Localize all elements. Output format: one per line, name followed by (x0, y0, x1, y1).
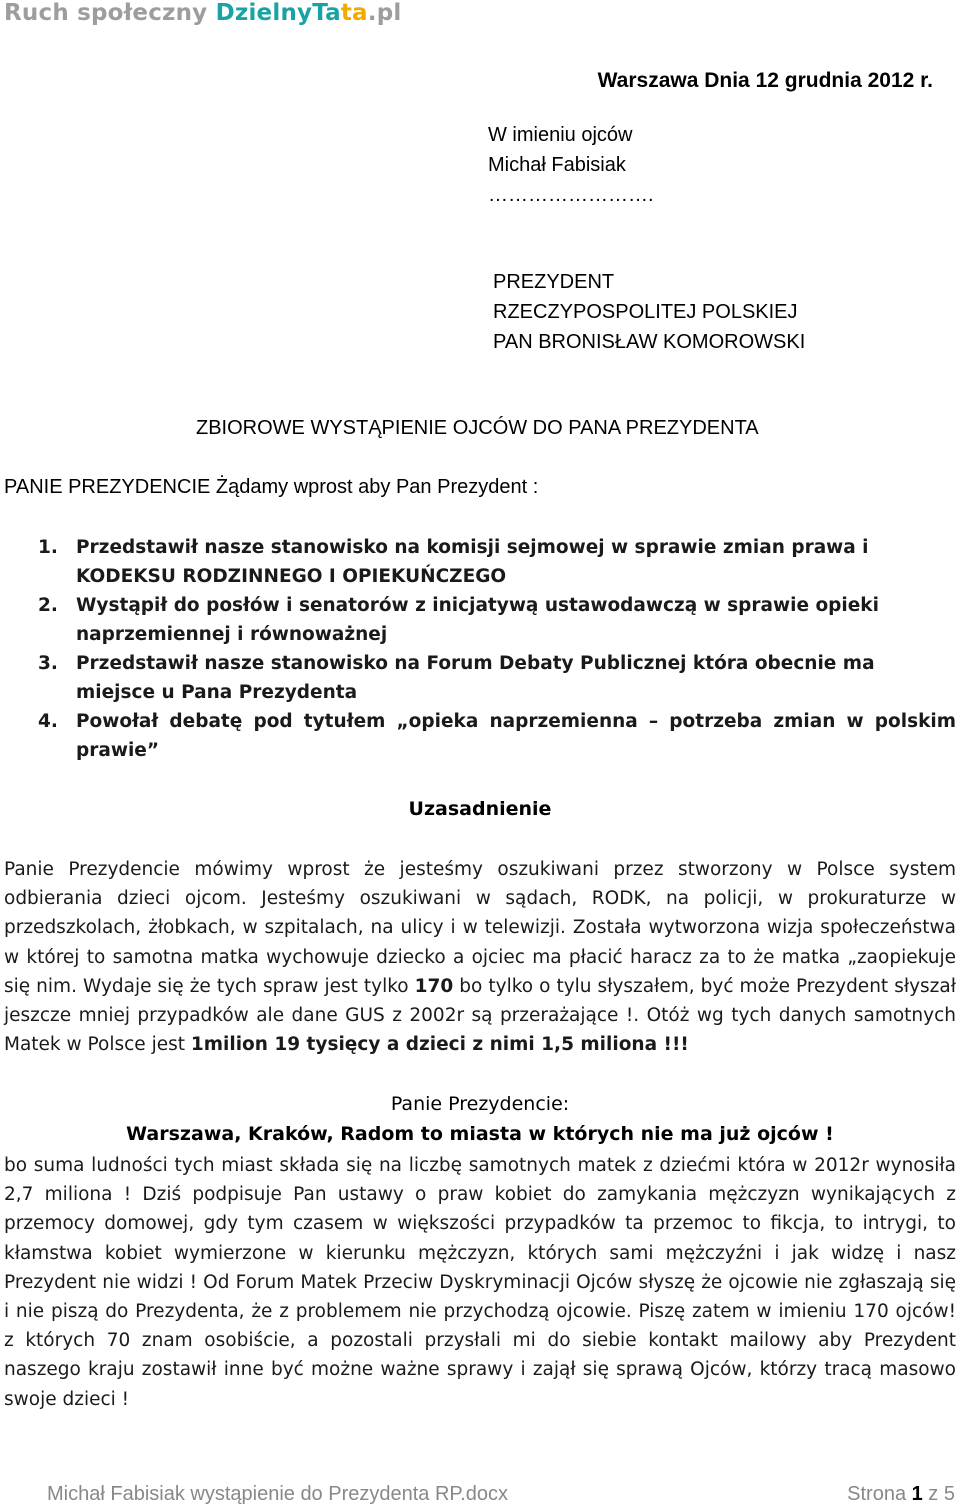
brand-text-domain: .pl (367, 0, 402, 26)
addressee-line-3: PAN BRONISŁAW KOMOROWSKI (493, 331, 806, 353)
justification-heading: Uzasadnienie (408, 798, 552, 820)
emphasis-count: 170 (414, 975, 454, 997)
demand-item (4, 707, 956, 765)
paragraph-text: bo tylko o tylu słyszałem, być może Prezydent słyszał jeszcze mniej przypadków ale dane GUS z 2002r są przerażające !. Otóż wg tych danych samotnych Matek w Polsce jest (4, 975, 956, 1056)
demand-number: 1. (38, 537, 58, 558)
demand-number: 4. (38, 711, 58, 732)
addressee-line-2: RZECZYPOSPOLITEJ POLSKIEJ (493, 301, 798, 323)
second-address: Panie Prezydencie: (390, 1093, 570, 1115)
demand-text: Powołał debatę pod tytułem „opieka naprzemienna – potrzeba zmian w polskim prawie” (76, 711, 956, 761)
brand-text-prefix: Ruch społeczny (4, 0, 216, 26)
demand-item (4, 649, 956, 707)
brand-text-name: DzielnyTa (215, 0, 341, 26)
demand-number: 3. (38, 653, 58, 674)
letter-intro: PANIE PREZYDENCIE Żądamy wprost aby Pan Prezydent : (4, 476, 539, 498)
page-separator: z (922, 1483, 944, 1505)
cities-statement: Warszawa, Kraków, Radom to miasta w których nie ma już ojców ! (126, 1123, 834, 1145)
demands-list (4, 533, 956, 765)
sender-block (488, 120, 654, 210)
sender-name: Michał Fabisiak (488, 154, 626, 176)
demand-item (4, 591, 956, 649)
demand-text: Przedstawił nasze stanowisko na Forum Debaty Publicznej która obecnie ma miejsce u Pana Prezydenta (76, 653, 875, 703)
letter-title: ZBIOROWE WYSTĄPIENIE OJCÓW DO PANA PREZYDENTA (196, 417, 759, 439)
demand-number: 2. (38, 595, 58, 616)
justification-paragraph (4, 855, 956, 1059)
page-current: 1 (911, 1483, 923, 1505)
demand-item (4, 533, 956, 591)
footer-page-number (847, 1483, 955, 1506)
site-brand-watermark (4, 0, 401, 26)
addressee-line-1: PREZYDENT (493, 271, 615, 293)
page-label: Strona (847, 1483, 912, 1505)
emphasis-exclamation: !!! (657, 1034, 689, 1056)
signature-dots: ……………………. (488, 184, 654, 206)
page-total: 5 (943, 1483, 955, 1505)
closing-paragraph: bo suma ludności tych miast składa się na liczbę samotnych matek z dziećmi która w 2012r wynosiła 2,7 miliona ! Dziś podpisuje Pan ustawy o praw kobiet do zamykania mężczyzn wynikających z przemocy domowej, gdy tym czasem w większości przypadków ta przemoc to fikcja, to intrygi, to kłamstwa kobiet wymierzone w kierunku mężczyzn, których sami mężczyźni i jak widzę i nasz Prezydent nie widzi ! Od Forum Matek Przeciw Dyskryminacji Ojców słyszę że ojcowie nie zgłaszają się i nie piszą do Prezydenta, że z problemem nie przychodzą ojcowie. Piszę zatem w imieniu 170 ojców! z których 70 znam osobiście, a pozostali przysłali mi do siebie kontakt mailowy aby Prezydent naszego kraju zostawił inne być możne ważne sprawy i zajął się sprawą Ojców, którzy tracą masowo swoje dzieci ! (4, 1155, 956, 1410)
brand-text-name-end: ta (340, 0, 368, 26)
sender-line-1: W imieniu ojców (488, 124, 633, 146)
emphasis-statistic: 1milion 19 tysięcy a dzieci z nimi 1,5 miliona (190, 1034, 658, 1056)
footer-document-name: Michał Fabisiak wystąpienie do Prezydenta RP.docx (47, 1483, 508, 1505)
demand-text: Przedstawił nasze stanowisko na komisji sejmowej w sprawie zmian prawa i KODEKSU RODZINNEGO I OPIEKUŃCZEGO (76, 537, 869, 587)
paragraph-text: Panie Prezydencie mówimy wprost że jesteśmy oszukiwani przez stworzony w Polsce system odbierania dzieci ojcom. Jesteśmy oszukiwani w sądach, RODK, na policji, w prokuraturze w przedszkolach, żłobkach, w szpitalach, na ulicy i w telewizji. Została wytworzona wizja społeczeństwa w której to samotna matka wychowuje dziecko a ojciec ma płacić haracz za to że matka „zaopiekuje się nim. Wydaje się że tych spraw jest tylko (4, 859, 956, 997)
demand-text: Wystąpił do posłów i senatorów z inicjatywą ustawodawczą w sprawie opieki naprzemiennej i równoważnej (76, 595, 879, 645)
letter-date: Warszawa Dnia 12 grudnia 2012 r. (597, 69, 933, 92)
addressee-block (493, 267, 805, 357)
